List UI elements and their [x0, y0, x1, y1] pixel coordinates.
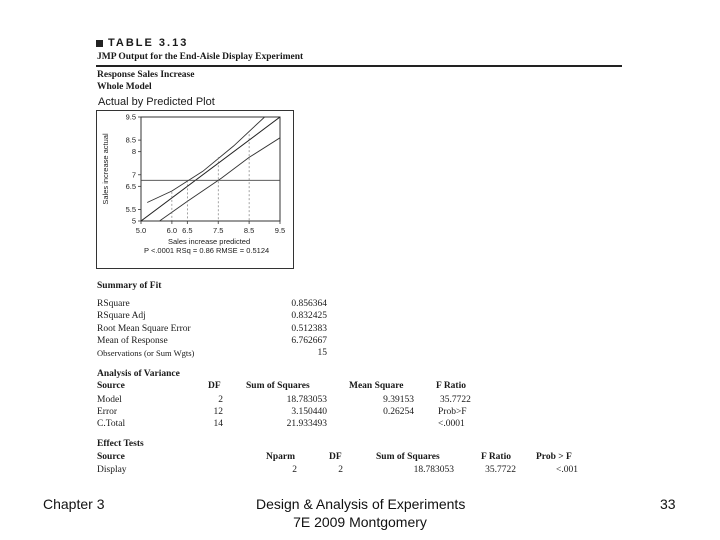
anova-source: C.Total	[97, 419, 126, 429]
y-tick-label: 7	[131, 170, 136, 180]
series-fit	[141, 117, 280, 221]
x-tick-label: 9.5	[274, 226, 286, 235]
plot-title: Actual by Predicted Plot	[98, 96, 215, 108]
effect-header-p: Prob > F	[536, 452, 572, 462]
summary-row-label: Root Mean Square Error	[97, 324, 191, 334]
x-tick-label: 6.0	[166, 226, 178, 235]
plot-stats: P <.0001 RSq = 0.86 RMSE = 0.5124	[144, 246, 270, 255]
summary-row-value: 0.856364	[291, 299, 327, 309]
effect-p: <.001	[556, 465, 578, 475]
summary-of-fit-title: Summary of Fit	[97, 281, 162, 291]
anova-ss: 3.150440	[291, 407, 327, 417]
response-label: Response Sales Increase	[97, 70, 195, 80]
square-bullet-icon	[96, 40, 103, 47]
effect-header-nparm: Nparm	[266, 452, 296, 462]
anova-ms: 9.39153	[383, 395, 414, 405]
y-tick-label: 8.5	[125, 135, 136, 145]
summary-row-label: RSquare	[97, 299, 130, 309]
x-axis-label: Sales increase predicted	[168, 237, 251, 246]
footer-page-number: 33	[660, 496, 676, 512]
effect-ss: 18.783053	[413, 465, 454, 475]
anova-f: Prob>F	[438, 407, 467, 417]
effect-header-f: F Ratio	[481, 452, 511, 462]
y-tick-label: 8	[131, 147, 136, 157]
summary-row-value: 0.832425	[291, 311, 327, 321]
series-lower-confidence	[160, 138, 281, 221]
anova-f: 35.7722	[440, 395, 471, 405]
anova-source: Error	[97, 407, 118, 417]
x-tick-label: 5.0	[135, 226, 147, 235]
summary-row-value: 0.512383	[291, 324, 327, 334]
anova-source: Model	[97, 395, 122, 405]
anova-f: <.0001	[438, 419, 465, 429]
summary-row-label: Mean of Response	[97, 336, 168, 346]
anova-ss: 21.933493	[286, 419, 327, 429]
anova-ms: 0.26254	[383, 407, 414, 417]
anova-ss: 18.783053	[286, 395, 327, 405]
effect-header-ss: Sum of Squares	[376, 452, 440, 462]
caption-rule	[96, 65, 622, 67]
y-axis-label: Sales increase actual	[101, 133, 110, 205]
anova-df: 12	[213, 407, 223, 417]
anova-header-source: Source	[97, 381, 125, 391]
y-tick-label: 5.5	[125, 204, 136, 214]
effect-header-source: Source	[97, 452, 125, 462]
table-label: TABLE 3.13	[96, 37, 188, 49]
effect-tests-title: Effect Tests	[97, 439, 144, 449]
anova-title: Analysis of Variance	[97, 369, 180, 379]
effect-header-df: DF	[329, 452, 342, 462]
effect-nparm: 2	[292, 465, 297, 475]
x-tick-label: 8.5	[243, 226, 255, 235]
y-tick-label: 6.5	[125, 181, 136, 191]
summary-row-label: Observations (or Sum Wgts)	[97, 348, 195, 358]
x-tick-label: 7.5	[213, 226, 224, 235]
series-upper-confidence	[147, 117, 264, 203]
summary-row-value: 15	[317, 348, 327, 358]
footer-chapter: Chapter 3	[43, 496, 105, 512]
effect-source: Display	[97, 465, 127, 475]
effect-df: 2	[338, 465, 343, 475]
anova-header-df: DF	[208, 381, 221, 391]
anova-header-ss: Sum of Squares	[246, 381, 310, 391]
footer-title-line1: Design & Analysis of Experiments	[256, 496, 466, 512]
effect-f: 35.7722	[485, 465, 516, 475]
anova-header-f: F Ratio	[436, 381, 466, 391]
table-caption: JMP Output for the End-Aisle Display Experiment	[97, 52, 304, 62]
summary-row-label: RSquare Adj	[97, 311, 146, 321]
anova-header-ms: Mean Square	[349, 381, 404, 391]
footer-title-line2: 7E 2009 Montgomery	[293, 514, 427, 530]
x-tick-label: 6.5	[182, 226, 193, 235]
model-label: Whole Model	[97, 82, 152, 92]
anova-df: 14	[213, 419, 223, 429]
summary-row-value: 6.762667	[291, 336, 327, 346]
y-tick-label: 5	[131, 216, 136, 226]
anova-df: 2	[218, 395, 223, 405]
y-tick-label: 9.5	[125, 112, 136, 122]
